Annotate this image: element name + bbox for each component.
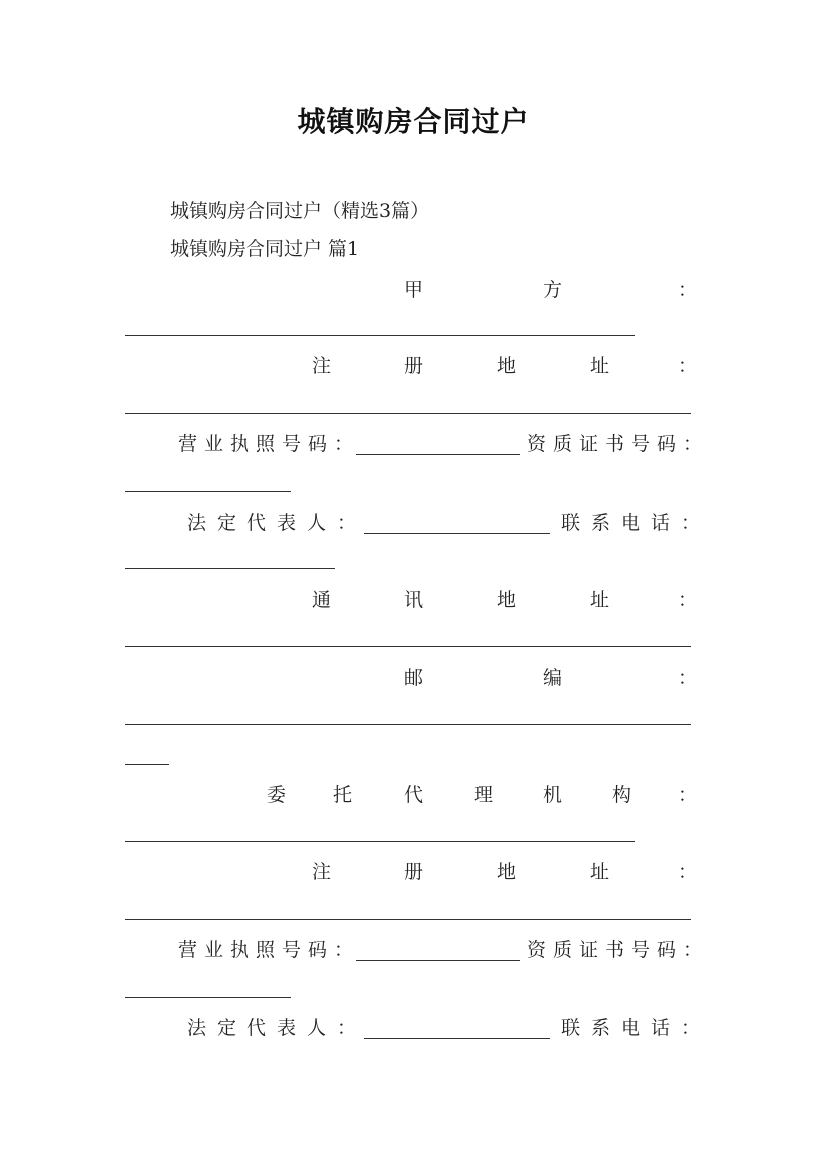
contact-phone-label: 联系电话： bbox=[561, 512, 712, 534]
agent-label bbox=[0, 783, 827, 807]
party-a-blank bbox=[125, 335, 635, 336]
colon: ： bbox=[678, 279, 698, 301]
qualification-label: 资质证书号码： bbox=[527, 939, 710, 961]
reg-address-char: 册 bbox=[404, 861, 424, 883]
colon: ： bbox=[678, 355, 698, 377]
colon: ： bbox=[678, 784, 698, 806]
party-a-char: 方 bbox=[543, 279, 563, 301]
reg-address-char: 址 bbox=[590, 861, 610, 883]
agent-char: 构 bbox=[612, 784, 632, 806]
document-title: 城镇购房合同过户 bbox=[297, 105, 530, 138]
reg-address-char: 注 bbox=[312, 355, 332, 377]
mailing-address-blank bbox=[125, 646, 691, 647]
business-license-blank bbox=[356, 960, 520, 961]
party-a-char: 甲 bbox=[404, 279, 424, 301]
reg-address-char: 地 bbox=[497, 861, 517, 883]
reg-address-blank bbox=[125, 413, 691, 414]
business-license-label: 营业执照号码： bbox=[178, 433, 361, 455]
agent-qualification-blank bbox=[125, 997, 291, 998]
agent-char: 代 bbox=[404, 784, 424, 806]
legal-rep-label: 法定代表人： bbox=[187, 1017, 368, 1039]
agent-char: 机 bbox=[543, 784, 563, 806]
reg-address-char: 地 bbox=[497, 355, 517, 377]
agent-blank bbox=[125, 841, 635, 842]
mailing-address-label bbox=[0, 588, 827, 612]
contact-phone-label: 联系电话： bbox=[561, 1017, 712, 1039]
legal-rep-blank bbox=[364, 1038, 550, 1039]
qualification-label: 资质证书号码： bbox=[527, 433, 710, 455]
agent-char: 理 bbox=[474, 784, 494, 806]
reg-address-char: 册 bbox=[404, 355, 424, 377]
document-subtitle: 城镇购房合同过户（精选3篇） bbox=[170, 200, 430, 222]
agent-char: 委 bbox=[267, 784, 287, 806]
colon: ： bbox=[678, 667, 698, 689]
postcode-label bbox=[0, 666, 827, 690]
section-heading: 城镇购房合同过户 篇1 bbox=[170, 238, 360, 260]
colon: ： bbox=[678, 861, 698, 883]
mailing-address-char: 地 bbox=[497, 589, 517, 611]
agent-reg-address-label bbox=[0, 860, 827, 884]
agent-legal-rep-row bbox=[0, 1016, 827, 1040]
party-a-label bbox=[0, 278, 827, 302]
legal-rep-label: 法定代表人： bbox=[187, 512, 368, 534]
postcode-blank-continued bbox=[125, 764, 169, 765]
agent-license-row bbox=[0, 938, 827, 962]
qualification-blank bbox=[125, 491, 291, 492]
mailing-address-char: 通 bbox=[312, 589, 332, 611]
postcode-char: 邮 bbox=[404, 667, 424, 689]
contact-phone-blank bbox=[125, 568, 335, 569]
agent-reg-address-blank bbox=[125, 919, 691, 920]
postcode-char: 编 bbox=[543, 667, 563, 689]
reg-address-char: 址 bbox=[590, 355, 610, 377]
business-license-blank bbox=[356, 454, 520, 455]
postcode-blank bbox=[125, 724, 691, 725]
license-row bbox=[0, 432, 827, 456]
colon: ： bbox=[678, 589, 698, 611]
business-license-label: 营业执照号码： bbox=[178, 939, 361, 961]
reg-address-label bbox=[0, 354, 827, 378]
mailing-address-char: 址 bbox=[590, 589, 610, 611]
agent-char: 托 bbox=[333, 784, 353, 806]
legal-rep-blank bbox=[364, 533, 550, 534]
legal-rep-row bbox=[0, 511, 827, 535]
mailing-address-char: 讯 bbox=[404, 589, 424, 611]
reg-address-char: 注 bbox=[312, 861, 332, 883]
